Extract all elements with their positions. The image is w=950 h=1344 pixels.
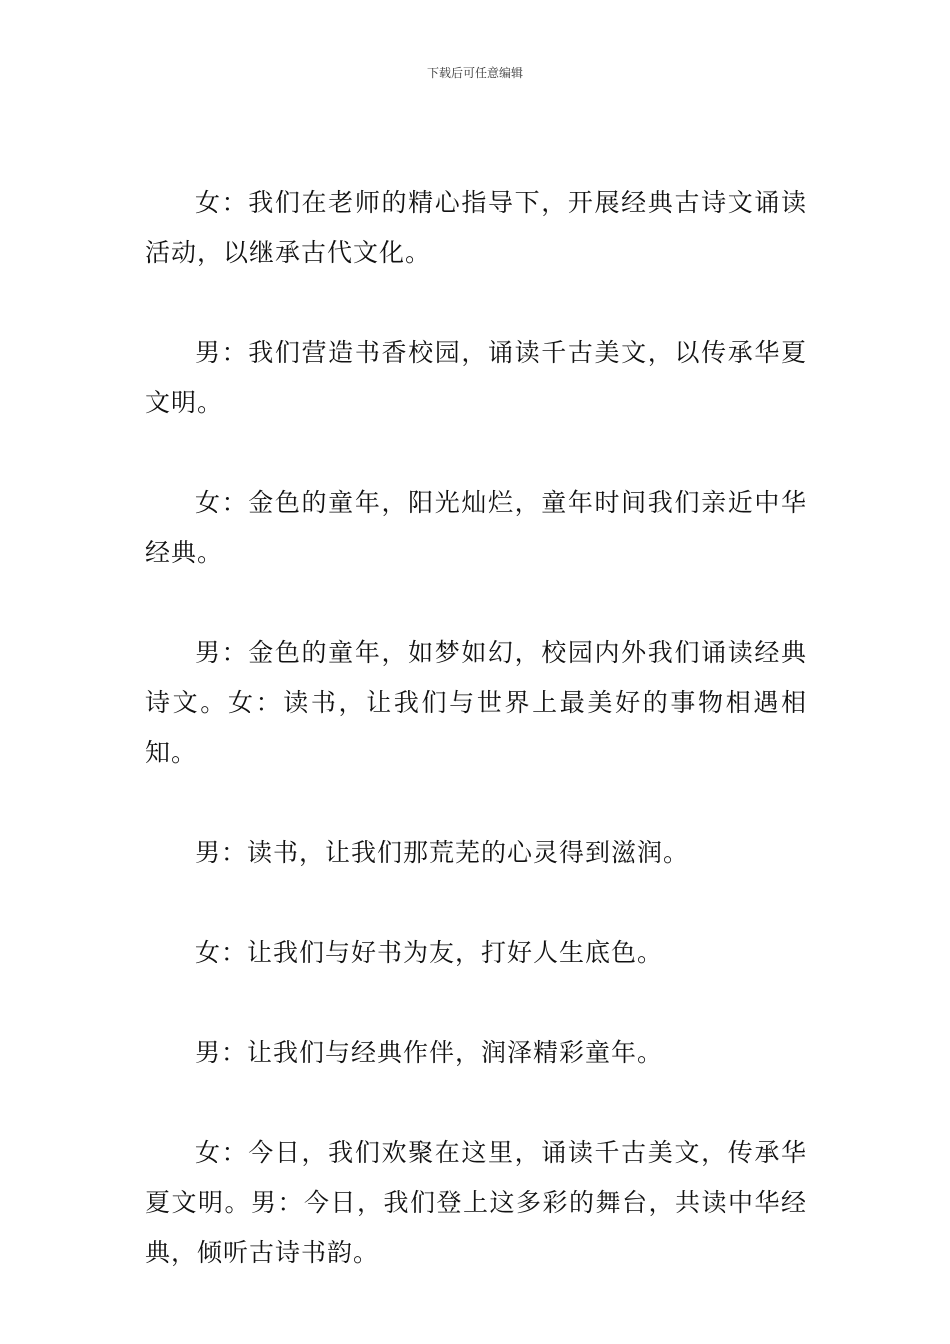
paragraph: 女：今日，我们欢聚在这里，诵读千古美文，传承华夏文明。男：今日，我们登上这多彩的舞台，共读中华经典，倾听古诗书韵。 bbox=[145, 1138, 807, 1267]
paragraph: 男：让我们与经典作伴，润泽精彩童年。 bbox=[195, 1038, 664, 1067]
document-body bbox=[145, 178, 807, 1278]
paragraph: 男：金色的童年，如梦如幻，校园内外我们诵读经典诗文。女：读书，让我们与世界上最美好的事物相遇相知。 bbox=[145, 638, 807, 767]
paragraph: 男：读书，让我们那荒芜的心灵得到滋润。 bbox=[195, 838, 690, 867]
paragraph: 女：我们在老师的精心指导下，开展经典古诗文诵读活动，以继承古代文化。 bbox=[145, 188, 807, 267]
paragraph: 女：金色的童年，阳光灿烂，童年时间我们亲近中华经典。 bbox=[145, 488, 807, 567]
page-header-note: 下载后可任意编辑 bbox=[426, 66, 523, 80]
paragraph: 男：我们营造书香校园，诵读千古美文，以传承华夏文明。 bbox=[145, 338, 807, 417]
paragraph: 女：让我们与好书为友，打好人生底色。 bbox=[195, 938, 664, 967]
